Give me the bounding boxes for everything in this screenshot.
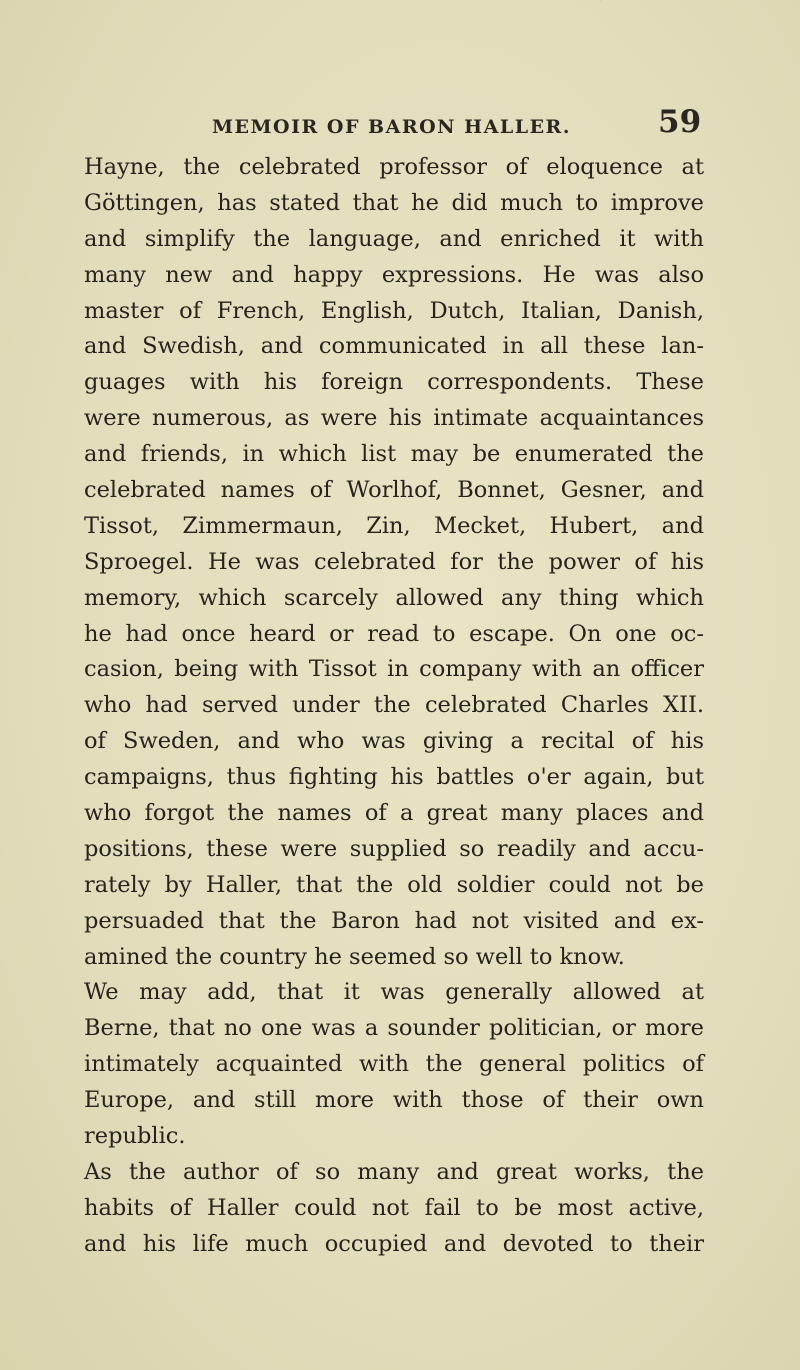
text-line: of Sweden, and who was giving a recital of his xyxy=(84,728,704,755)
text-line: and his life much occupied and devoted to their xyxy=(84,1230,704,1257)
text-line: were numerous, as were his intimate acquaintances xyxy=(84,405,704,432)
text-line: Göttingen, has stated that he did much to improve xyxy=(84,189,704,216)
text-line: rately by Haller, that the old soldier could not be xyxy=(84,871,704,898)
text-line: campaigns, thus fighting his battles o'er again, but xyxy=(84,764,704,791)
text-line: casion, being with Tissot in company with an officer xyxy=(84,656,704,683)
page-header xyxy=(0,104,800,144)
text-line: and Swedish, and communicated in all these lan- xyxy=(84,333,704,360)
text-line: republic. xyxy=(84,1123,186,1150)
text-line: habits of Haller could not fail to be most active, xyxy=(84,1194,704,1221)
text-line: intimately acquainted with the general politics of xyxy=(84,1051,704,1078)
text-line: he had once heard or read to escape. On one oc- xyxy=(84,620,704,647)
text-line: celebrated names of Worlhof, Bonnet, Gesner, and xyxy=(84,477,704,504)
text-line: Europe, and still more with those of their own xyxy=(84,1087,704,1114)
text-line: and simplify the language, and enriched it with xyxy=(84,225,704,252)
text-line: who forgot the names of a great many places and xyxy=(84,800,704,827)
body-text xyxy=(84,150,704,1263)
text-line: As the author of so many and great works, the xyxy=(84,1158,704,1185)
page-fold-mark xyxy=(600,0,709,50)
text-line: persuaded that the Baron had not visited and ex- xyxy=(84,907,704,934)
text-line: amined the country he seemed so well to know. xyxy=(84,943,625,970)
page-number: 59 xyxy=(658,104,702,140)
text-line: We may add, that it was generally allowed at xyxy=(84,979,704,1006)
text-line: and friends, in which list may be enumerated the xyxy=(84,441,704,468)
text-line: Tissot, Zimmermaun, Zin, Mecket, Hubert, and xyxy=(84,512,704,539)
text-line: Hayne, the celebrated professor of eloquence at xyxy=(84,154,704,180)
text-line: memory, which scarcely allowed any thing which xyxy=(84,584,704,611)
text-line: who had served under the celebrated Charles XII. xyxy=(84,692,704,719)
running-title: MEMOIR OF BARON HALLER. xyxy=(212,116,571,138)
text-line: Sproegel. He was celebrated for the power of his xyxy=(84,548,704,575)
text-line: Berne, that no one was a sounder politician, or more xyxy=(84,1015,704,1042)
text-line: guages with his foreign correspondents. These xyxy=(84,369,704,396)
text-line: master of French, English, Dutch, Italian, Danish, xyxy=(84,297,704,324)
text-line: many new and happy expressions. He was also xyxy=(84,261,704,288)
text-line: positions, these were supplied so readily and accu- xyxy=(84,835,704,862)
